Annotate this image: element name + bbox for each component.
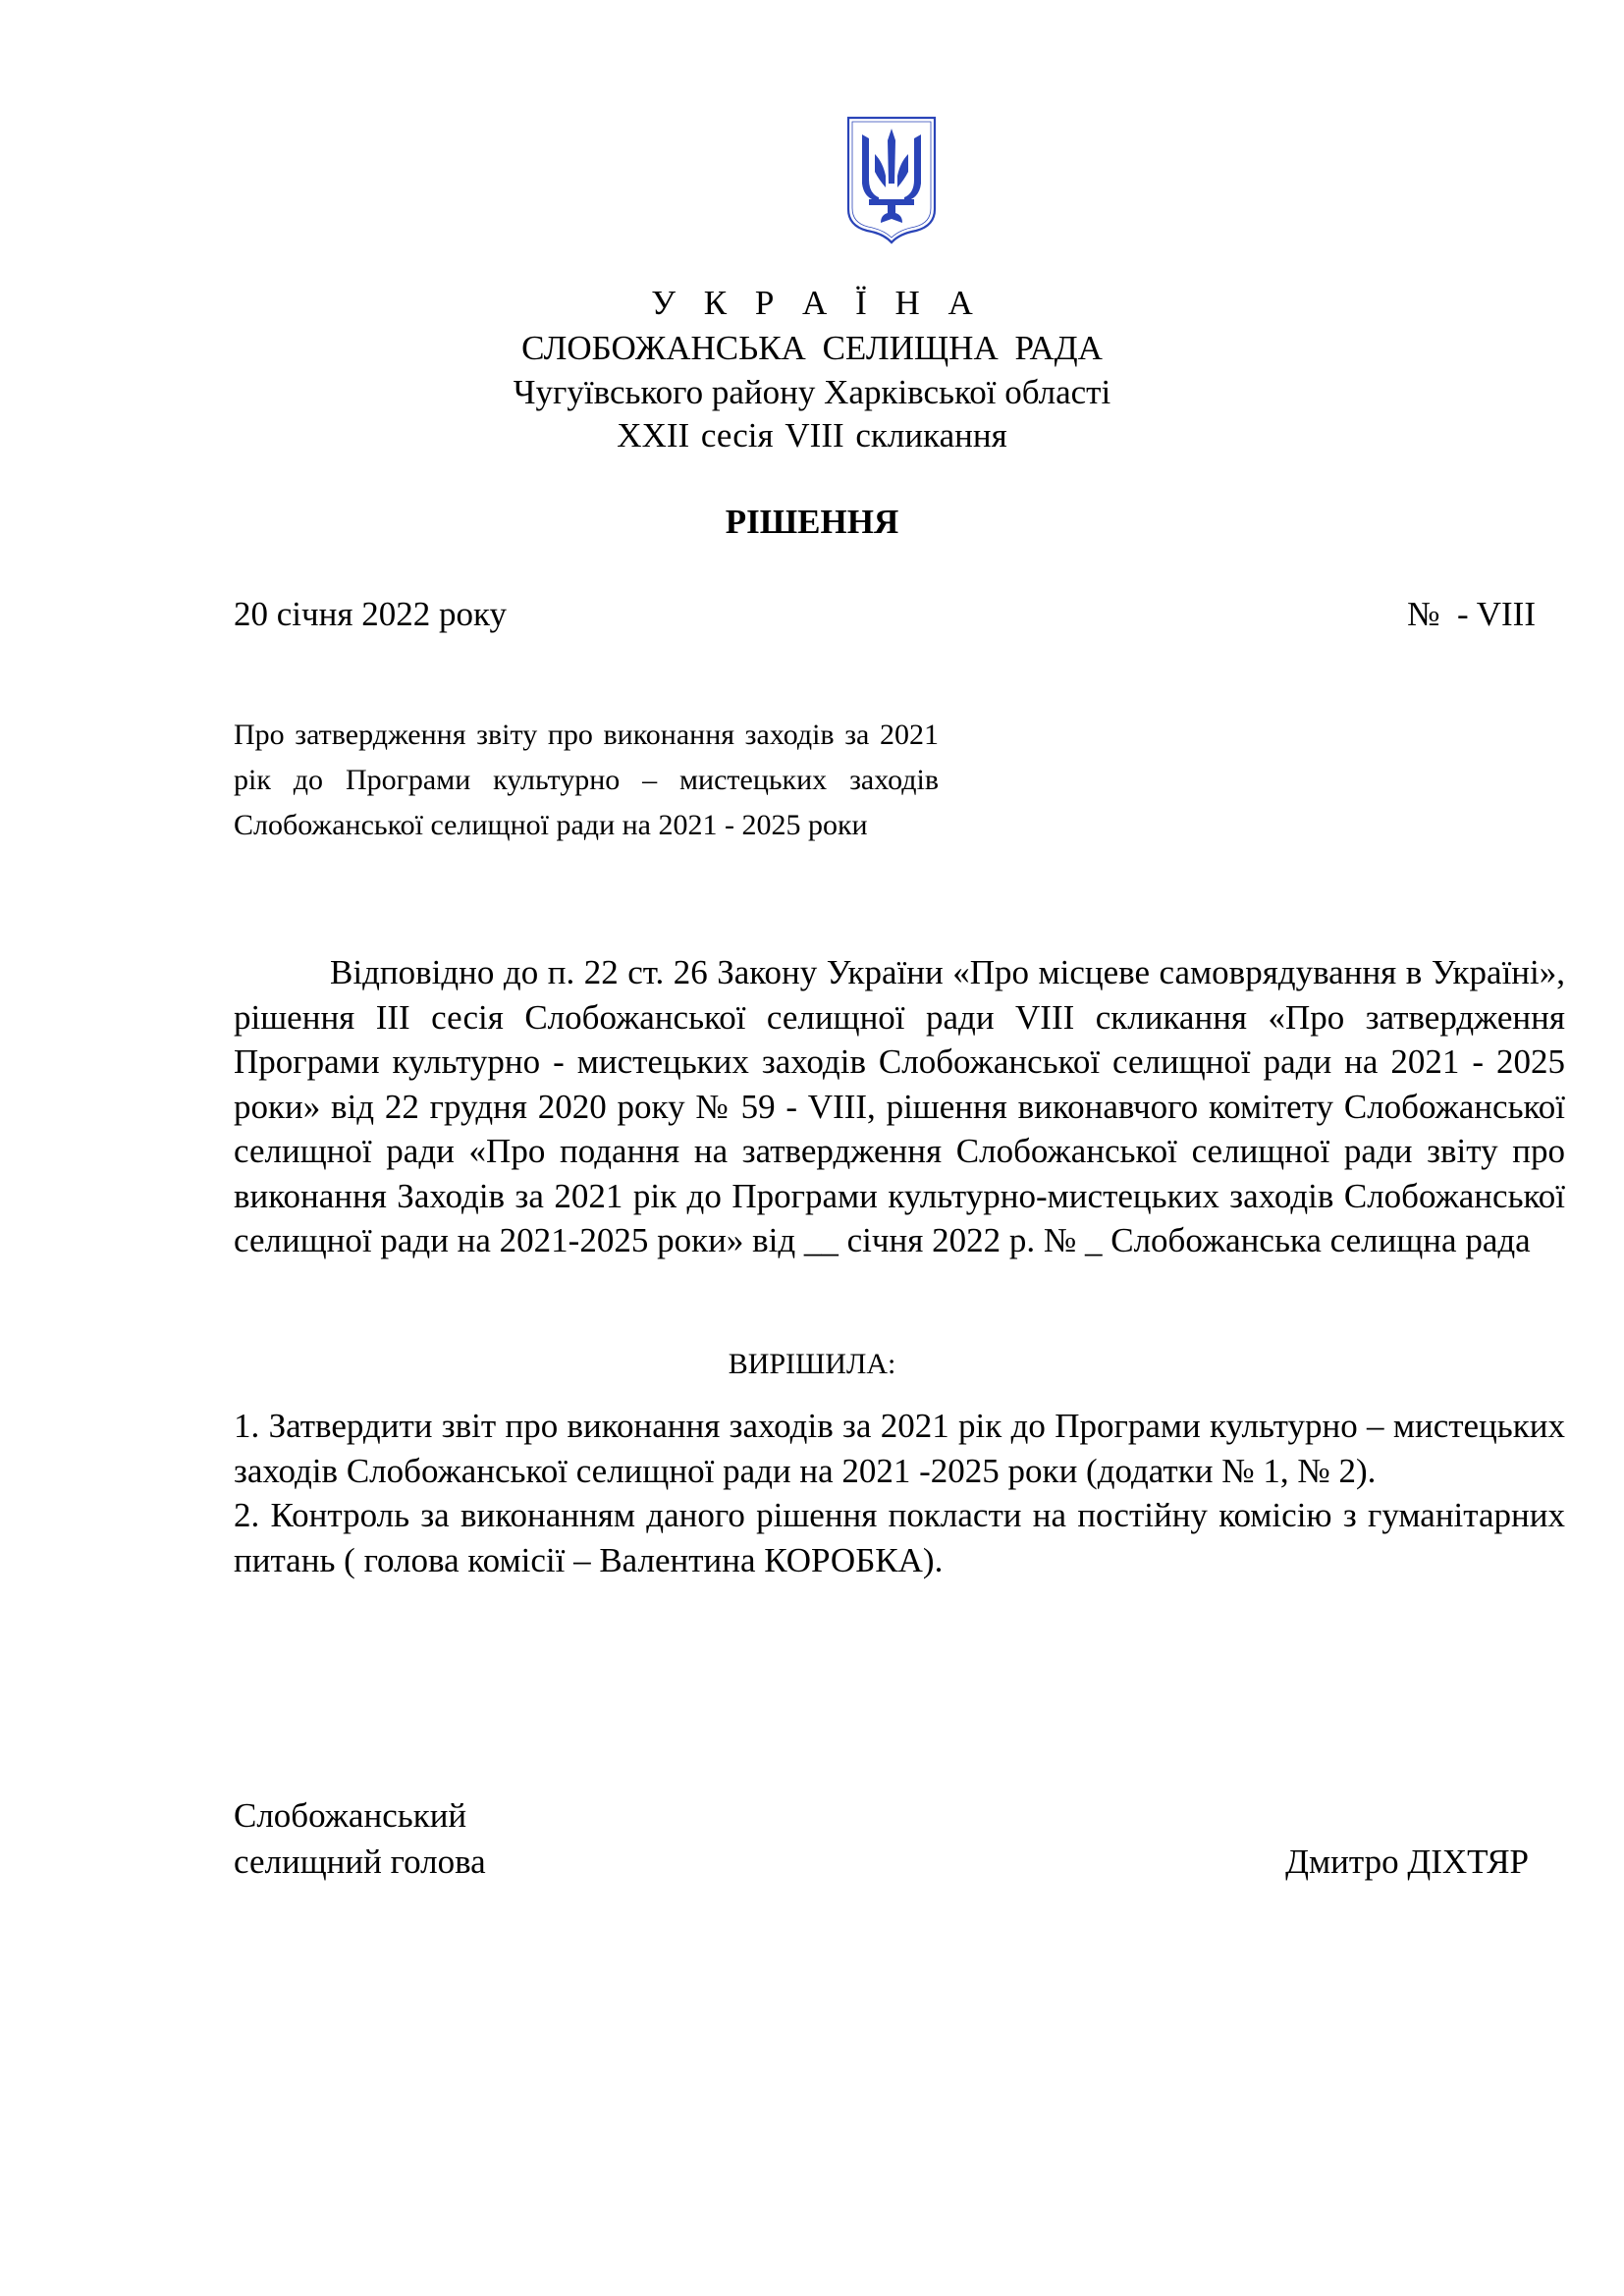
resolved-heading: ВИРІШИЛА:	[728, 1348, 896, 1380]
council-name: СЛОБОЖАНСЬКА СЕЛИЩНА РАДА	[521, 329, 1103, 367]
signer-title-line-2: селищний голова	[234, 1842, 486, 1881]
resolution-points	[234, 1404, 1565, 1582]
session-info: XXII сесія VIII скликання	[617, 416, 1007, 454]
preamble-paragraph: Відповідно до п. 22 ст. 26 Закону України «Про місцеве самоврядування в Україні», рішення ІІІ сесія Слобожанської селищної ради VIII скликання «Про затвердження Програми культурно - мистецьких заходів Слобожанської селищної ради на 2021 - 2025 роки» від 22 грудня 2020 року № 59 - VIII, рішення виконавчого комітету Слобожанської селищної ради «Про подання на затвердження Слобожанської селищної ради звіту про виконання Заходів за 2021 рік до Програми культурно-мистецьких заходів Слобожанської селищної ради на 2021-2025 роки» від __ січня 2022 р. № _ Слобожанська селищна рада	[234, 953, 1565, 1259]
decision-date: 20 січня 2022 року	[234, 595, 507, 633]
signer-title-line-1: Слобожанський	[234, 1796, 467, 1835]
resolution-point-2: 2. Контроль за виконанням даного рішення покласти на постійну комісію з гуманітарних питань ( голова комісії – Валентина КОРОБКА).	[234, 1496, 1565, 1579]
decision-number: № - VIII	[1407, 595, 1536, 633]
district-name: Чугуївського району Харківської області	[513, 373, 1111, 411]
coat-of-arms-icon	[845, 115, 938, 244]
signer-title	[234, 1792, 486, 1885]
decision-subject: Про затвердження звіту про виконання заходів за 2021 рік до Програми культурно – мистецьких заходів Слобожанської селищної ради на 2021 - 2025 роки	[234, 719, 939, 841]
signer-name: Дмитро ДІХТЯР	[1285, 1842, 1529, 1881]
resolution-point-1: 1. Затвердити звіт про виконання заходів за 2021 рік до Програми культурно – мистецьких заходів Слобожанської селищної ради на 2021 -2025 роки (додатки № 1, № 2).	[234, 1407, 1565, 1490]
country-name: У К Р А Ї Н А	[651, 284, 983, 322]
document-type-heading: РІШЕННЯ	[725, 503, 899, 541]
